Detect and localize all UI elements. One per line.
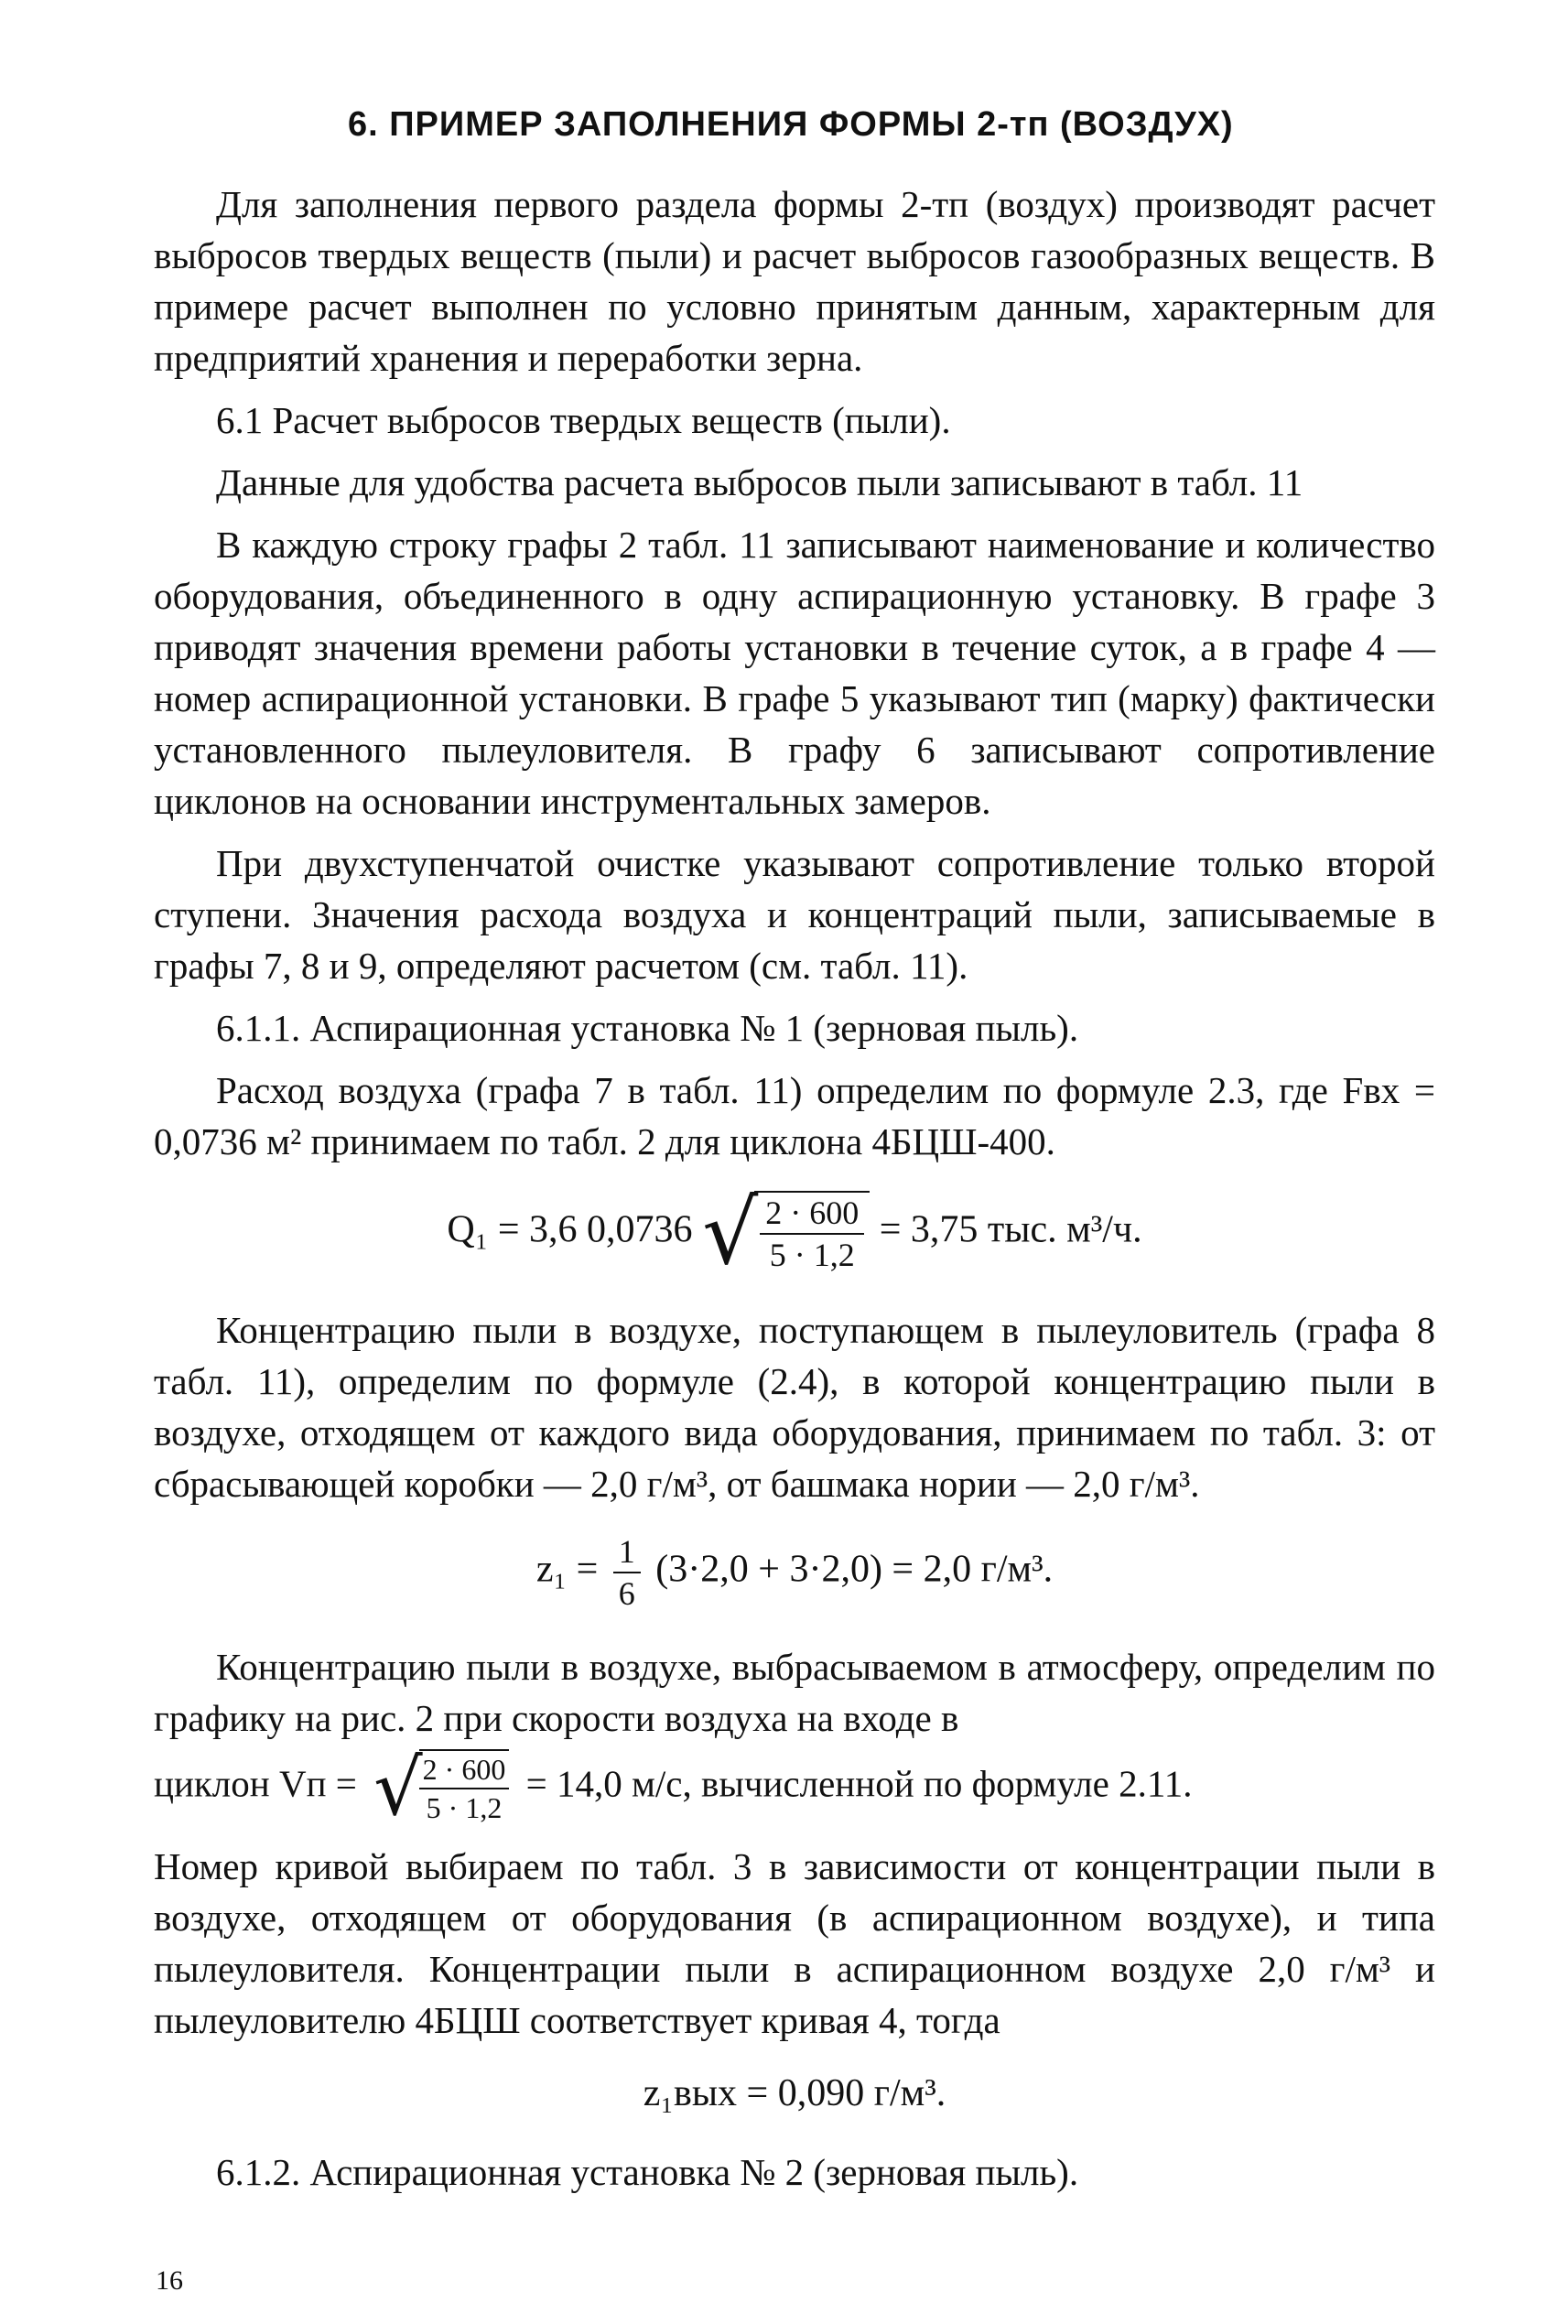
section-title: 6. ПРИМЕР ЗАПОЛНЕНИЯ ФОРМЫ 2-тп (ВОЗДУХ) — [348, 105, 1234, 144]
formula-z1-out: z₁вых = 0,090 г/м³. — [643, 2072, 946, 2114]
paragraph-air-flow: Расход воздуха (графа 7 в табл. 11) определим по формуле 2.3, где Fвх = 0,0736 м² принимаем по табл. 2 для циклона 4БЦШ-400. — [154, 1069, 1435, 1162]
formula-velocity-numerator: 2 · 600 — [419, 1751, 510, 1789]
formula-q1-rhs: = 3,75 тыс. м³/ч. — [879, 1208, 1142, 1251]
formula-velocity-rhs: = 14,0 м/с, вычисленной по формуле 2.11. — [525, 1762, 1193, 1805]
subsection-heading-6-1-1: 6.1.1. Аспирационная установка № 1 (зерновая пыль). — [216, 1007, 1079, 1049]
page-number: 16 — [156, 2265, 183, 2296]
paragraph-curve-number: Номер кривой выбираем по табл. 3 в зависимости от концентрации пыли в воздухе, отходящем от оборудования (в аспирационном воздухе), и типа пылеуловителя. Концентрации пыли в аспирационном воздухе 2,0 г/м³ и пылеуловителю 4БЦШ соответствует кривая 4, тогда — [154, 1845, 1435, 2041]
sqrt-symbol: √ $\frac{2 \cdot 600}{5 \cdot 1,2}$ — [702, 1189, 870, 1277]
formula-z1 — [154, 1531, 1435, 1614]
formula-velocity-denominator: 5 · 1,2 — [426, 1791, 503, 1824]
document-body — [154, 178, 1435, 2209]
formula-q1-lhs: Q₁ = 3,6 0,0736 — [447, 1208, 693, 1251]
formula-z1-denominator: 6 — [618, 1575, 635, 1612]
paragraph-concentration-in: Концентрацию пыли в воздухе, поступающем в пылеуловитель (графа 8 табл. 11), определим по формуле (2.4), в которой концентрацию пыли в воздухе, отходящем от каждого вида оборудования, принимаем по табл. 3: от сбрасывающей коробки — 2,0 г/м³, от башмака нории — 2,0 г/м³. — [154, 1309, 1435, 1505]
formula-q1-denominator: 5 · 1,2 — [769, 1237, 855, 1273]
subsection-heading-6-1-2: 6.1.2. Аспирационная установка № 2 (зерновая пыль). — [216, 2151, 1079, 2193]
subsection-heading-6-1: 6.1 Расчет выбросов твердых веществ (пыли). — [216, 399, 951, 441]
formula-q1 — [154, 1182, 1435, 1284]
paragraph-two-stage: При двухступенчатой очистке указывают сопротивление только второй ступени. Значения расхода воздуха и концентраций пыли, записываемые в графы 7, 8 и 9, определяют расчетом (см. табл. 11). — [154, 842, 1435, 987]
formula-q1-numerator: 2 · 600 — [760, 1193, 864, 1235]
formula-velocity-lead: циклон Vп = — [154, 1762, 357, 1805]
sqrt-symbol: √ $\frac{2 \cdot 600}{5 \cdot 1,2}$ — [373, 1744, 509, 1832]
paragraph-columns: В каждую строку графы 2 табл. 11 записывают наименование и количество оборудования, объединенного в одну аспирационную установку. В графе 3 приводят значения времени работы установки в течение суток, а в графе 4 — номер аспирационной установки. В графе 5 указывают тип (марку) фактически установленного пылеуловителя. В графу 6 записывают сопротивление циклонов на основании инструментальных замеров. — [154, 524, 1435, 822]
paragraph-data: Данные для удобства расчета выбросов пыли записывают в табл. 11 — [216, 461, 1303, 503]
formula-velocity-line — [154, 1744, 1435, 1832]
paragraph-intro: Для заполнения первого раздела формы 2-тп (воздух) производят расчет выбросов твердых веществ (пыли) и расчет выбросов газообразных веществ. В примере расчет выполнен по условно принятым данным, характерным для предприятий хранения и переработки зерна. — [154, 183, 1435, 379]
paragraph-concentration-out: Концентрацию пыли в воздухе, выбрасываемом в атмосферу, определим по графику на рис. 2 при скорости воздуха на входе в — [154, 1646, 1435, 1739]
formula-z1-numerator: 1 — [613, 1531, 641, 1573]
formula-z1-rhs: (3·2,0 + 3·2,0) = 2,0 г/м³. — [655, 1548, 1054, 1591]
formula-z1-lhs: z₁ = — [535, 1548, 599, 1591]
